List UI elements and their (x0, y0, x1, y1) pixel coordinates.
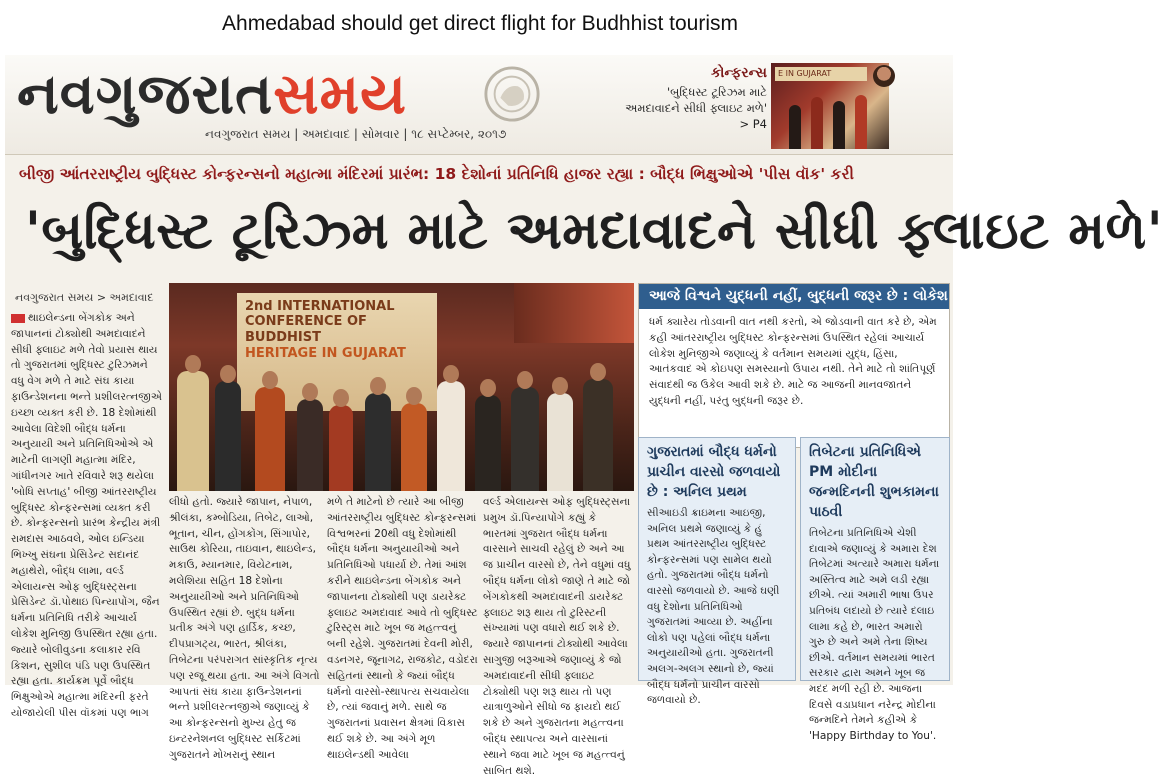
photo-banner-line-3: HERITAGE IN GUJARAT (245, 346, 406, 361)
lokesh-muni-heading: આજે વિશ્વને યુદ્ધની નહીં, બુદ્ધની જરૂર છે : લોકેશ મુનિ (639, 284, 949, 309)
teaser-photo (771, 63, 889, 149)
event-photo (169, 283, 634, 491)
article-column-3 (327, 495, 479, 761)
teaser-photo-banner: E IN GUJARAT (775, 67, 867, 81)
masthead (5, 55, 953, 155)
dateline: નવગુજરાત સમય | અમદાવાદ | સોમવાર | ૧૮ સપ્ટેમ્બર, ૨૦૧૭ (205, 127, 507, 141)
anil-pratham-text: સીઆઇડી ક્રાઇમના આઇજી, અનિલ પ્રથમે જણાવ્યું કે હું પ્રથમ આંતરરાષ્ટ્રીય બુદ્ધિસ્ટ કોન્ફરન્સમાં પણ સામેલ થયો હતો. ગુજરાતમાં બૌદ્ધ ધર્મનો વારસો જળવાયો છે. આજે ઘણી વધુ દેશોના પ્રતિનિધિઓ ગુજરાતમાં આવ્યા છે. અહીંના લોકો પણ પહેલાં બૌદ્ધ ધર્મના અનુયાયીઓ હતા. ગુજરાતની અલગ-અલગ સ્થાનો છે, જ્યાં બૌદ્ધ ધર્મનો પ્રાચીન વારસો જળવાયો છે. (647, 507, 780, 707)
red-marker-icon (11, 314, 25, 323)
article-column-2 (169, 495, 321, 761)
title-part-2: સમય (273, 62, 408, 127)
column-2-text: લીધો હતો. જ્યારે જાપાન, નેપાળ, શ્રીલંકા, કમ્બોડિયા, તિબેટ, લાઓ, ભૂતાન, ચીન, હોંગકોંગ, સિંગાપોર, સાઉથ કોરિયા, તાઇવાન, થાઇલેન્ડ, મકાઉ, મ્યાનમાર, વિયેટનામ, મલેશિયા સહિત 18 દેશોના અનુયાયીઓ અને પ્રતિનિધિઓ ઉપસ્થિત રહ્યાં છે. બુદ્ધ ધર્મના પ્રતીક અંગે પણ હાર્ડિક, કચ્છ, દીપપ્રાગટ્ય, ભારત, શ્રીલંકા, તિબેટના પરંપરાગત સાંસ્કૃતિક નૃત્ય પણ રજૂ થયા હતા. આ અંગે વિગતો આપતાં સંઘ કાયા ફાઉન્ડેશનનાં ભન્તે પ્રશીલરત્નજીએ જણાવ્યું કે આ કોન્ફરન્સનો મુખ્ય હેતુ જ ઇન્ટરનેશનલ બુદ્ધિસ્ટ સર્કિટમાં ગુજરાતને મોખરાનું સ્થાન (169, 496, 320, 761)
byline: નવગુજરાત સમય > અમદાવાદ (15, 291, 154, 304)
lokesh-muni-text: ધર્મ ક્યારેય તોડવાની વાત નથી કરતો, એ જોડવાની વાત કરે છે, એમ કહી આંતરરાષ્ટ્રીય બુદ્ધિસ્ટ કોન્ફરન્સમાં ઉપસ્થિત રહેલાં આચાર્ય લોકેશ મુનિજીએ જણાવ્યું કે વર્તમાન સમયમાં યુદ્ધ, હિંસા, આતંકવાદ એ કોઇપણ સમસ્યાનો ઉપાય નથી. તેને માટે તો શાંતિપૂર્ણ સંવાદથી જ ઉકેલ આવી શકે છે. માટે જ આજની માનવજાતને યુદ્ધની નહીં, પરંતુ બુદ્ધની જરૂર છે. (649, 316, 937, 407)
avatar (873, 65, 895, 87)
newspaper-clipping (5, 55, 1163, 777)
article-column-1 (11, 311, 163, 719)
column-1-text: થાઇલેન્ડના બેંગકોક અને જાપાનનાં ટોક્યોથી અમદાવાદને સીધી ફ્લાઇટ મળે તેવો પ્રયાસ થાય તો ગુજરાતમાં બુદ્ધિસ્ટ ટુરિઝમને વધુ વેગ મળે તે માટે સંઘ કાયા ફાઉન્ડેશનના ભન્તે પ્રશીલરત્નજીએ ઇચ્છા વ્યક્ત કરી છે. 18 દેશોમાંથી આવેલા વિદેશી બૌદ્ધ ધર્મના અનુયાયી અને પ્રતિનિધિઓએ એ માટેની લાગણી મહાત્મા મંદિર, ગાંધીનગર ખાતે રવિવારે શરૂ થયેલા 'બોધિ સપ્તાહ' બીજી આંતરરાષ્ટ્રીય બુદ્ધિસ્ટ કોન્ફરન્સમાં વ્યક્ત કરી છે. કોન્ફરન્સનો પ્રારંભ કેન્દ્રીય મંત્રી રામદાસ આઠવલે, ઓલ ઇન્ડિયા ભિખ્ખુ સંઘના પ્રેસિડેન્ટ સદાનંદ મહાથેરો, બૌદ્ધ લામા, વર્લ્ડ એલાયન્સ ઓફ બુદ્ધિસ્ટ્સના પ્રેસિડેન્ટ ડૉ.પોથાઇ પિન્યાપોંગ, જૈન ધર્મના પ્રતિનિધિ તરીકે આચાર્ય લોકેશ મુનિજી ઉપસ્થિત રહ્યા હતા. જ્યારે બોલીવુડના કલાકાર રવિ કિશન, સુશીલ પંડિ પણ ઉપસ્થિત રહ્યા હતા. કાર્યક્રમ પૂર્વે બૌદ્ધ ભિક્ષુઓએ મહાત્મા મંદિરની ફરતે યોજાયેલી પીસ વૉકમાં પણ ભાગ (11, 312, 162, 719)
teaser-block[interactable] (617, 65, 767, 132)
photo-banner-line-2: CONFERENCE OF BUDDHIST (245, 314, 367, 345)
tibet-representative-box (800, 437, 950, 742)
tibet-representative-text: તિબેટના પ્રતિનિધિએ ચેશી દાવાએ જણાવ્યું કે અમારા દેશ તિબેટમાં અત્યારે અમારા ધર્મના અસ્તિત્વ માટે અમે લડી રહ્યા છીએ. ત્યાં અમારી ભાષા ઉપર પ્રતિબંધ લદાયો છે ત્યારે દલાઇ લામા કહે છે, ભારત અમારો ગુરુ છે અને અમે તેના શિષ્ય છીએ. વર્તમાન સમયમાં ભારત સરકાર દ્વારા અમને ખૂબ જ મદદ મળી રહી છે. આજના દિવસે વડાપ્રધાન નરેન્દ્ર મોદીના જન્મદિને તેમને કહીએ કે 'Happy Birthday to You'. (809, 527, 940, 742)
lokesh-muni-box (638, 283, 977, 448)
kicker-line: બીજી આંતરરાષ્ટ્રીય બુદ્ધિસ્ટ કોન્ફરન્સનો મહાત્મા મંદિરમાં પ્રારંભ: 18 દેશોનાં પ્રતિનિધિ હાજર રહ્યા : બૌદ્ધ ભિક્ષુઓએ 'પીસ વૉક' કરી (19, 165, 854, 183)
anil-pratham-heading: ગુજરાતમાં બૌદ્ધ ધર્મનો પ્રાચીન વારસો જળવાયો છે : અનિલ પ્રથમ (647, 444, 781, 500)
tibet-representative-heading: તિબેટના પ્રતિનિધિએ PM મોદીના જન્મદિનની શુભકામના પાઠવી (809, 444, 939, 520)
photo-banner-line-1: 2nd INTERNATIONAL (245, 299, 395, 314)
column-3-text: મળે તે માટેનો છે ત્યારે આ બીજી આંતરરાષ્ટ્રીય બુદ્ધિસ્ટ કોન્ફરન્સમાં વિશ્વભરનાં 20થી વધુ દેશોમાંથી બૌદ્ધ ધર્મના અનુયાયીઓ અને પ્રતિનિધિઓ પધાર્યા છે. તેમાં આંશ કરીને થાઇલેન્ડના બેંગકોક અને જાપાનના ટોક્યોથી પણ ડાયરેક્ટ ફ્લાઇટ અમદાવાદ આવે તો બુદ્ધિસ્ટ ટુરિસ્ટ્સ માટે ખૂબ જ મહત્ત્વનું બની રહેશે. ગુજરાતમાં દેવની મોરી, વડનગર, જૂનાગઢ, રાજકોટ, વડોદરા સહિતનાં સ્થાનો કે જ્યાં બૌદ્ધ ધર્મનો વારસો-સ્થાપત્ય સચવાયેલા છે, ત્યાં જવાનું મળે. સાથે જ ગુજરાતનાં પ્રવાસન ક્ષેત્રમાં વિકાસ થઈ શકે છે. આ અંગે મૂળ થાઇલેન્ડથી આવેલા (327, 496, 478, 761)
title-part-1: નવગુજરાત (17, 62, 274, 127)
lion-logo-icon (483, 65, 541, 123)
teaser-text: 'બુદ્ધિસ્ટ ટૂરિઝમ માટે અમદાવાદને સીધી ફ્લાઇટ મળે' > P4 (625, 85, 767, 131)
column-4-text: વર્લ્ડ એલાયન્સ ઓફ બુદ્ધિસ્ટ્સના પ્રમુખ ડૉ.પિન્યાપોંગે કહ્યું કે ભારતમાં ગુજરાત બૌદ્ધ ધર્મના વારસાને સાચવી રહેલું છે અને આ જ પ્રાચીન વારસો છે, તેને વધુમાં વધુ બૌદ્ધ ધર્મના લોકો જાણે તે માટે જો બેંગકોકથી અમદાવાદની ડાયરેક્ટ ફ્લાઇટ શરૂ થાય તો ટુરિસ્ટની સંખ્યામાં પણ વધારો થઈ શકે છે. જ્યારે જાપાનનાં ટોક્યોથી આવેલા સાગુજી બરૂઆએ જણાવ્યું કે જો અમદાવાદની સીધી ફ્લાઇટ ટોક્યોથી પણ શરૂ થાય તો પણ યાત્રાળુઓને સીધો જ ફાયદો થઈ શકે છે અને ગુજરાતના મહત્ત્વના બૌદ્ધ સ્થાપત્ય અને વારસાનાં સ્થાને જવા માટે ખૂબ જ મહત્ત્વનું સાબિત થશે. (483, 496, 631, 777)
newspaper-title (17, 63, 407, 127)
anil-pratham-box (638, 437, 796, 707)
teaser-kicker: કોન્ફરન્સ (711, 65, 767, 81)
main-headline: 'બુદ્ધિસ્ટ ટૂરિઝ્મ માટે અમદાવાદને સીધી ફ્લાઇટ મળે' (25, 201, 1163, 261)
image-caption: Ahmedabad should get direct flight for Budhhist tourism (222, 12, 738, 35)
article-column-4 (483, 495, 633, 777)
